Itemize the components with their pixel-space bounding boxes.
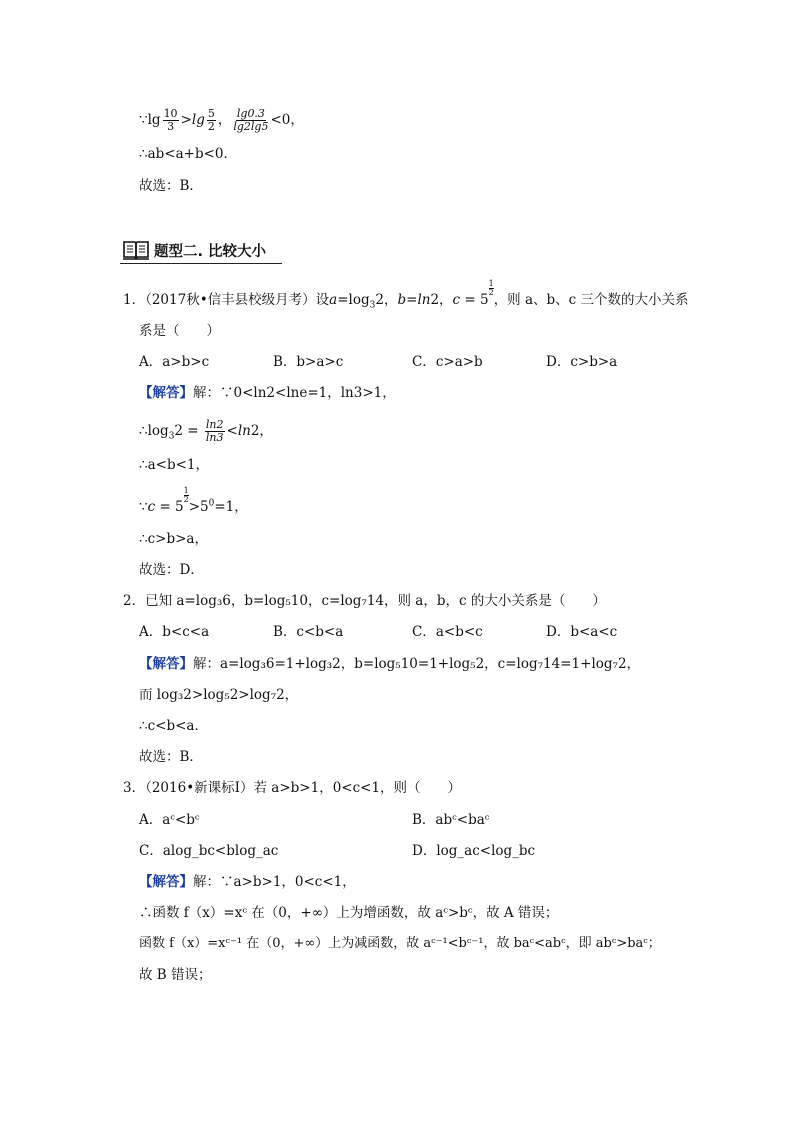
q1-option-b: B．b>a>c	[273, 354, 344, 370]
q1-answer-line-1: 【解答】解：∵0<ln2<lne=1，ln3>1，	[139, 385, 396, 401]
q3-answer-line-4: 故 B 错误；	[139, 967, 212, 983]
prev-answer-line-1: ∵lg $\frac{10}{3}$ >lg $\frac{5}{2}$ ， $\frac{\lg 0.3}{\lg 2\lg 5}$ <0，	[139, 107, 304, 133]
section-title: 题型二. 比较大小	[154, 244, 267, 260]
q1-option-d: D．c>b>a	[546, 354, 618, 370]
section-underline	[120, 263, 282, 264]
q3-answer-line-1: 【解答】解：∵a>b>1，0<c<1，	[139, 874, 356, 890]
prev-answer-line-2: ∴ab<a+b<0．	[139, 146, 237, 162]
q2-answer-line-1: 【解答】解：a=log₃6=1+log₃2，b=log₅10=1+log₅2，c=log₇14=1+log₇2，	[139, 656, 641, 672]
q2-answer-choice: 故选：B．	[139, 749, 203, 765]
q1-answer-choice: 故选：D．	[139, 562, 204, 578]
prev-answer-choice: 故选：B．	[139, 178, 203, 194]
q1-option-a: A．a>b>c	[139, 354, 210, 370]
q1-stem: 1．（2017秋•信丰县校级月考）设$a=\log_32$，b=ln2，c = 5 $\frac{1}{2}$ ，则 a、b、c 三个数的大小关系	[123, 279, 689, 311]
q1-answer-line-2: $\therefore\log_32$ = $\frac{\ln 2}{\ln 3}$ <ln2，	[139, 418, 273, 444]
q2-option-d: D．b<a<c	[546, 624, 618, 640]
q3-stem: 3．（2016•新课标Ⅰ）若 a>b>1，0<c<1，则（ ）	[123, 780, 462, 796]
q1-stem-line-2: 系是（ ）	[139, 323, 220, 339]
q3-option-c: C．alog_bc<blog_ac	[139, 843, 279, 859]
q2-option-b: B．c<b<a	[273, 624, 344, 640]
q2-option-a: A．b<c<a	[139, 624, 210, 640]
q3-option-a: A．aᶜ<bᶜ	[139, 812, 200, 828]
q1-answer-line-5: ∴c>b>a，	[139, 531, 208, 547]
q3-option-d: D．log_ac<log_bc	[412, 843, 536, 859]
q1-option-c: C．c>a>b	[412, 354, 483, 370]
q3-answer-line-3: 函数 f（x）=xᶜ⁻¹ 在（0，+∞）上为减函数，故 aᶜ⁻¹<bᶜ⁻¹，故 baᶜ<abᶜ，即 abᶜ>baᶜ；	[139, 936, 661, 951]
q2-answer-line-2: 而 log₃2>log₅2>log₇2，	[139, 687, 299, 703]
q1-answer-line-4: ∵c = 5 $\frac{1}{2}$ $>5^0=1$，	[139, 486, 248, 515]
q3-answer-line-2: ∴函数 f（x）=xᶜ 在（0，+∞）上为增函数，故 aᶜ>bᶜ，故 A 错误；	[139, 905, 559, 921]
q2-stem: 2．已知 a=log₃6，b=log₅10，c=log₇14，则 a，b，c 的大小关系是（ ）	[123, 593, 606, 609]
section-header	[120, 236, 280, 266]
q2-answer-line-3: ∴c<b<a．	[139, 718, 208, 734]
q1-answer-line-3: ∴a<b<1，	[139, 457, 209, 473]
q3-option-b: B．abᶜ<baᶜ	[412, 812, 490, 828]
book-icon	[122, 239, 150, 261]
q2-option-c: C．a<b<c	[412, 624, 483, 640]
